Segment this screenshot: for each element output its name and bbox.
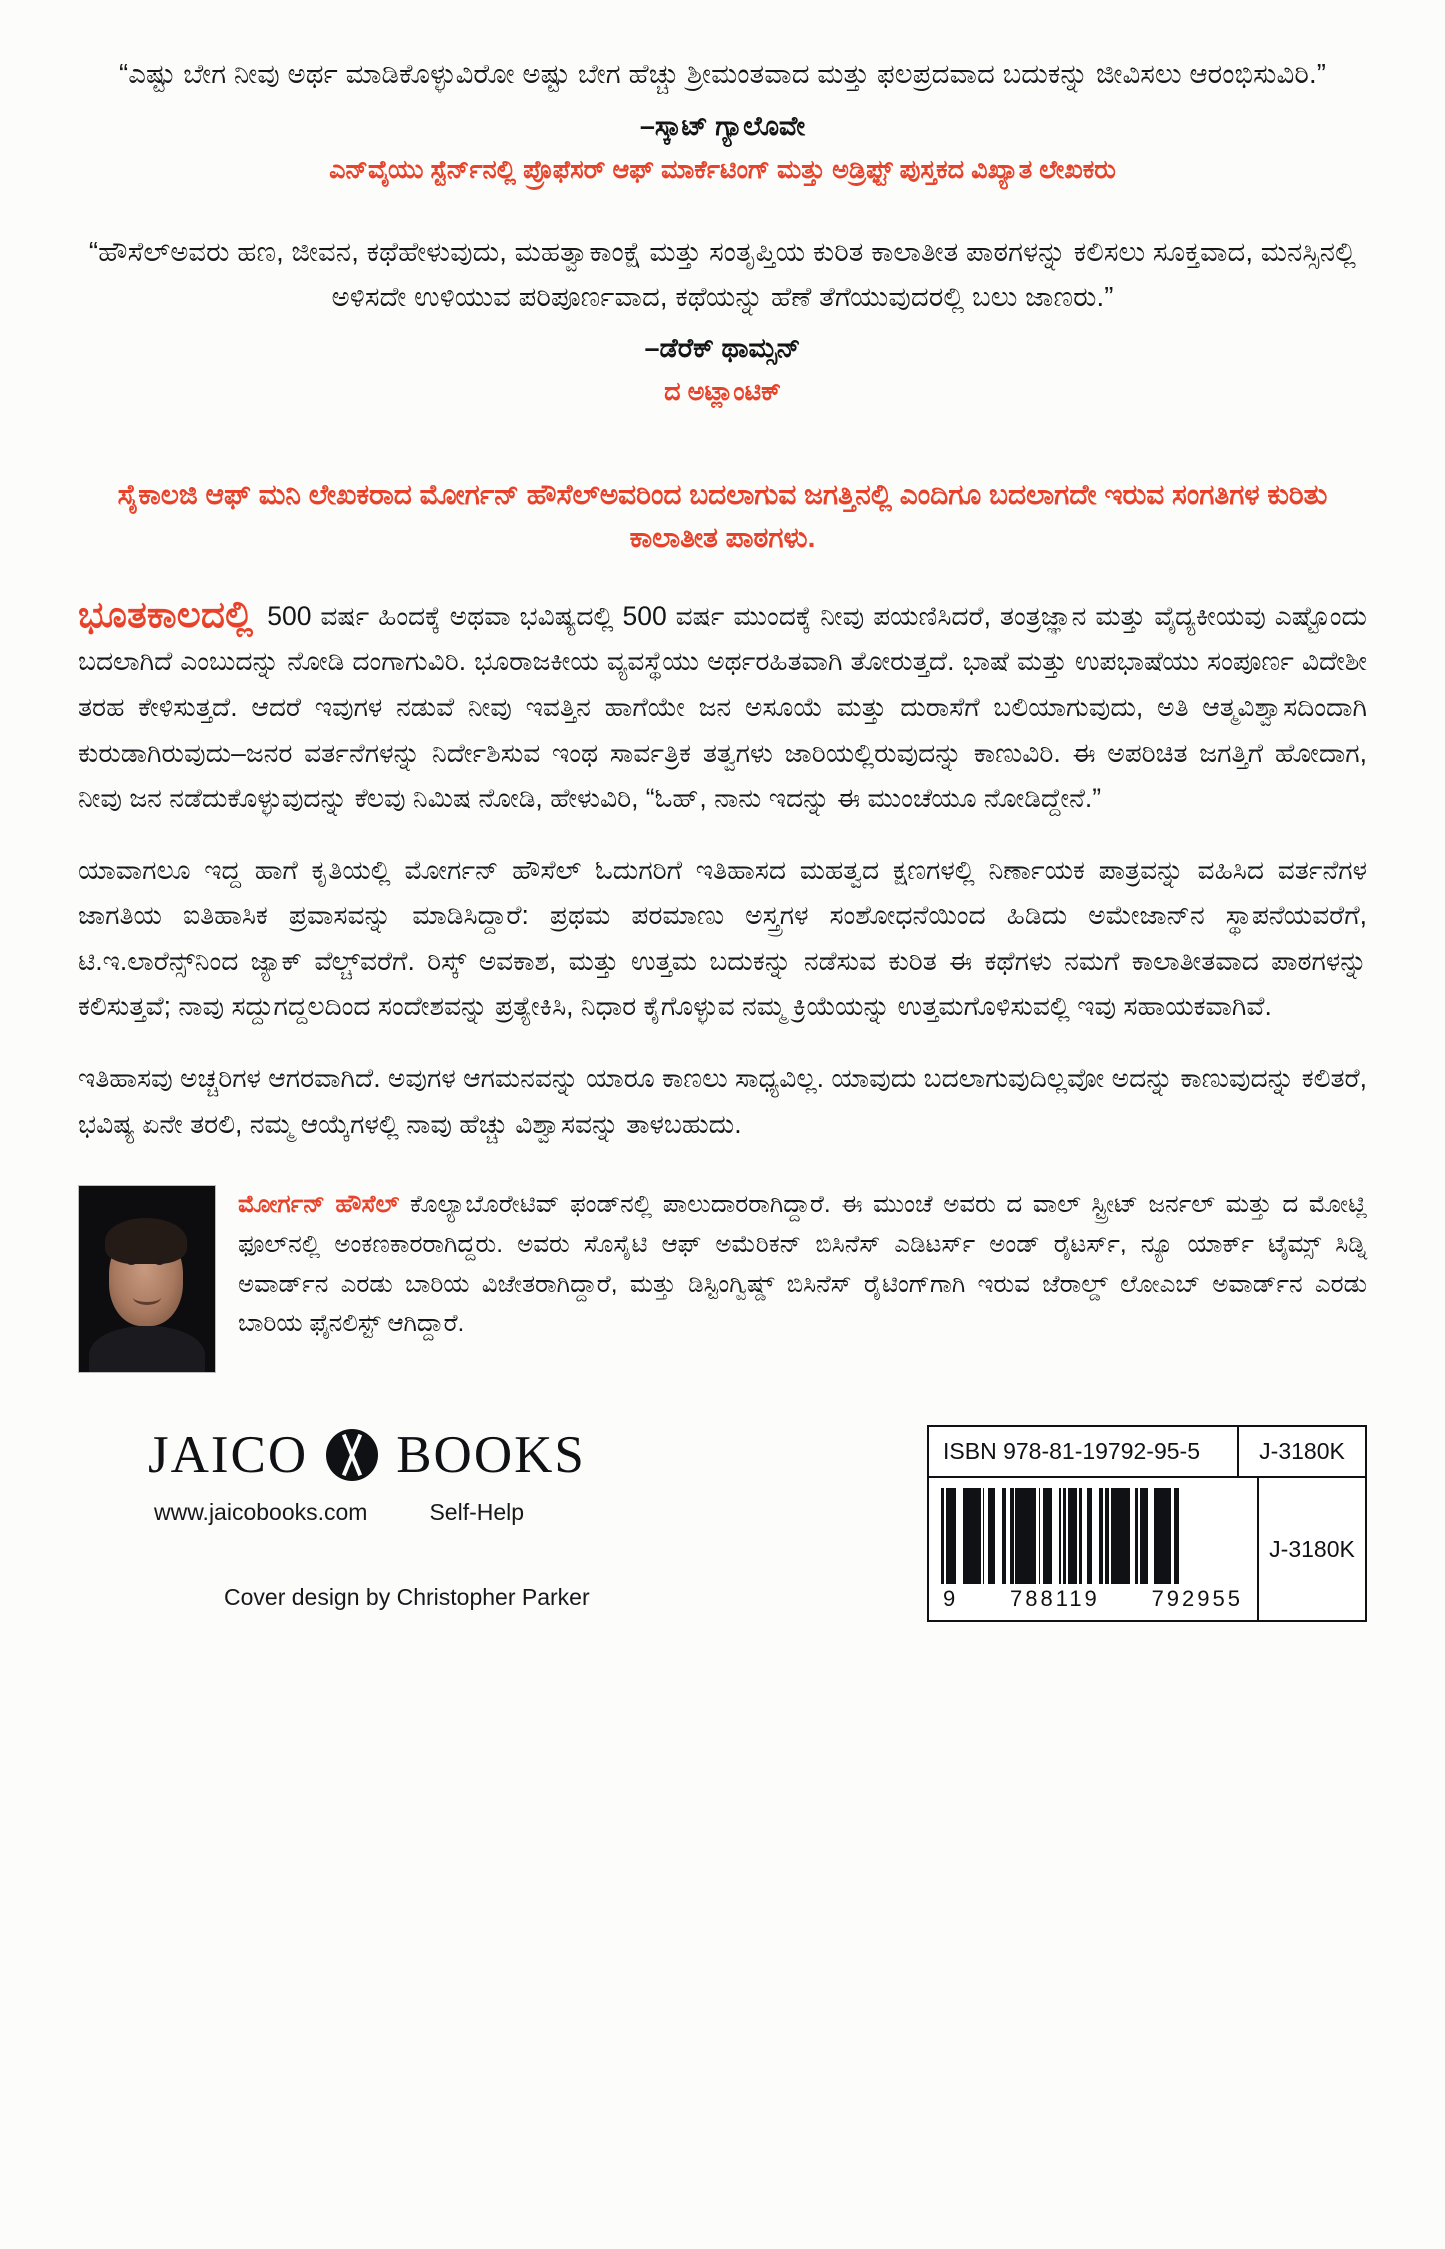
blurb-attribution-1: –ಸ್ಕಾಟ್ ಗ್ಯಾಲೊವೇ	[639, 110, 806, 141]
description-body	[78, 594, 1367, 1147]
publisher-logo-row	[148, 1425, 590, 1485]
isbn-top-row	[929, 1427, 1365, 1478]
cover-credit: Cover design by Christopher Parker	[224, 1584, 590, 1611]
footer	[78, 1425, 1367, 1622]
barcode-digits-1: 788119	[1010, 1586, 1100, 1612]
barcode-digits	[941, 1584, 1245, 1616]
author-photo	[78, 1185, 216, 1373]
author-name: ಮೋರ್ಗನ್ ಹೌಸೆಲ್	[238, 1191, 400, 1219]
barcode-bars	[941, 1488, 1245, 1584]
isbn-barcode-block	[927, 1425, 1367, 1622]
blurb-attribution-2: –ಡೆರೆಕ್ ಥಾಮ್ಸನ್	[644, 333, 801, 364]
barcode-digits-2: 792955	[1151, 1586, 1243, 1612]
author-bio-body: ಕೊಲ್ಯಾಬೊರೇಟಿವ್ ಫಂಡ್‌ನಲ್ಲಿ ಪಾಲುದಾರರಾಗಿದ್ದಾರೆ. ಈ ಮುಂಚೆ ಅವರು ದ ವಾಲ್ ಸ್ಟ್ರೀಟ್ ಜರ್ನಲ್ ಮತ್ತು ದ ಮೋಟ್ಲಿ ಫೂಲ್‌ನಲ್ಲಿ ಅಂಕಣಕಾರರಾಗಿದ್ದರು. ಅವರು ಸೊಸೈಟಿ ಆಫ್ ಅಮೆರಿಕನ್ ಬಿಸಿನೆಸ್ ಎಡಿಟರ್ಸ್ ಅಂಡ್ ರೈಟರ್ಸ್, ನ್ಯೂ ಯಾರ್ಕ್ ಟೈಮ್ಸ್ ಸಿಡ್ನಿ ಅವಾರ್ಡ್‌ನ ಎರಡು ಬಾರಿಯ ವಿಜೇತರಾಗಿದ್ದಾರೆ, ಮತ್ತು ಡಿಸ್ಟಿಂಗ್ವಿಷ್ಡ್ ಬಿಸಿನೆಸ್ ರೈಟಿಂಗ್‌ಗಾಗಿ ಇರುವ ಜೆರಾಲ್ಡ್ ಲೋಎಬ್ ಅವಾರ್ಡ್‌ನ ಎರಡು ಬಾರಿಯ ಫೈನಲಿಸ್ಟ್ ಆಗಿದ್ದಾರೆ.	[238, 1191, 1368, 1338]
blurb-source-2: ದ ಅಟ್ಲಾಂಟಿಕ್	[664, 378, 781, 407]
isbn-number: ISBN 978-81-19792-95-5	[929, 1427, 1239, 1476]
publisher-sub-row	[148, 1499, 590, 1526]
publisher-block	[78, 1425, 590, 1611]
blurb-quote-1: “ಎಷ್ಟು ಬೇಗ ನೀವು ಅರ್ಥ ಮಾಡಿಕೊಳ್ಳುವಿರೋ ಅಷ್ಟು ಬೇಗ ಹೆಚ್ಚು ಶ್ರೀಮಂತವಾದ ಮತ್ತು ಫಲಪ್ರದವಾದ ಬದುಕನ್ನು ಜೀವಿಸಲು ಆರಂಭಿಸುವಿರಿ.”	[119, 58, 1326, 89]
publisher-name: JAICO	[148, 1426, 309, 1485]
jaico-logo-icon	[326, 1429, 378, 1481]
isbn-code-top: J-3180K	[1259, 1438, 1345, 1465]
barcode-left-digit: 9	[943, 1586, 959, 1612]
publisher-name-suffix: BOOKS	[396, 1426, 586, 1485]
description-paragraph-2: ಯಾವಾಗಲೂ ಇದ್ದ ಹಾಗೆ ಕೃತಿಯಲ್ಲಿ ಮೋರ್ಗನ್ ಹೌಸೆಲ್ ಓದುಗರಿಗೆ ಇತಿಹಾಸದ ಮಹತ್ವದ ಕ್ಷಣಗಳಲ್ಲಿ ನಿರ್ಣಾಯಕ ಪಾತ್ರವನ್ನು ವಹಿಸಿದ ವರ್ತನೆಗಳ ಜಾಗತಿಯ ಐತಿಹಾಸಿಕ ಪ್ರವಾಸವನ್ನು ಮಾಡಿಸಿದ್ದಾರೆ: ಪ್ರಥಮ ಪರಮಾಣು ಅಸ್ತ್ರಗಳ ಸಂಶೋಧನೆಯಿಂದ ಹಿಡಿದು ಅಮೇಜಾನ್‌ನ ಸ್ಥಾಪನೆಯವರೆಗೆ, ಟಿ.ಇ.ಲಾರೆನ್ಸ್‌ನಿಂದ ಜ್ಯಾಕ್ ವೆಲ್ಚ್‌ವರೆಗೆ. ರಿಸ್ಕ್ ಅವಕಾಶ, ಮತ್ತು ಉತ್ತಮ ಬದುಕನ್ನು ನಡೆಸುವ ಕುರಿತ ಈ ಕಥೆಗಳು ನಮಗೆ ಕಾಲಾತೀತವಾದ ಪಾಠಗಳನ್ನು ಕಲಿಸುತ್ತವೆ; ನಾವು ಸದ್ದುಗದ್ದಲದಿಂದ ಸಂದೇಶವನ್ನು ಪ್ರತ್ಯೇಕಿಸಿ, ನಿಧಾರ ಕೈಗೊಳ್ಳುವ ನಮ್ಮ ಕ್ರಿಯೆಯನ್ನು ಉತ್ತಮಗೊಳಿಸುವಲ್ಲಿ ಇವು ಸಹಾಯಕವಾಗಿವೆ.	[78, 854, 1367, 1022]
description-paragraph-1-text: 500 ವರ್ಷ ಹಿಂದಕ್ಕೆ ಅಥವಾ ಭವಿಷ್ಯದಲ್ಲಿ 500 ವರ್ಷ ಮುಂದಕ್ಕೆ ನೀವು ಪಯಣಿಸಿದರೆ, ತಂತ್ರಜ್ಞಾನ ಮತ್ತು ವೈದ್ಯಕೀಯವು ಎಷ್ಟೊಂದು ಬದಲಾಗಿದೆ ಎಂಬುದನ್ನು ನೋಡಿ ದಂಗಾಗುವಿರಿ. ಭೂರಾಜಕೀಯ ವ್ಯವಸ್ಥೆಯು ಅರ್ಥರಹಿತವಾಗಿ ತೋರುತ್ತದೆ. ಭಾಷೆ ಮತ್ತು ಉಪಭಾಷೆಯು ಸಂಪೂರ್ಣ ವಿದೇಶೀ ತರಹ ಕೇಳಿಸುತ್ತದೆ. ಆದರೆ ಇವುಗಳ ನಡುವೆ ನೀವು ಇವತ್ತಿನ ಹಾಗೆಯೇ ಜನ ಅಸೂಯೆ ಮತ್ತು ದುರಾಸೆಗೆ ಬಲಿಯಾಗುವುದು, ಅತಿ ಆತ್ಮವಿಶ್ವಾಸದಿಂದಾಗಿ ಕುರುಡಾಗಿರುವುದು–ಜನರ ವರ್ತನೆಗಳನ್ನು ನಿರ್ದೇಶಿಸುವ ಇಂಥ ಸಾರ್ವತ್ರಿಕ ತತ್ವಗಳು ಜಾರಿಯಲ್ಲಿರುವುದನ್ನು ಕಾಣುವಿರಿ. ಈ ಅಪರಿಚಿತ ಜಗತ್ತಿಗೆ ಹೋದಾಗ, ನೀವು ಜನ ನಡೆದುಕೊಳ್ಳುವುದನ್ನು ಕೆಲವು ನಿಮಿಷ ನೋಡಿ, ಹೇಳುವಿರಿ, “ಓಹ್, ನಾನು ಇದನ್ನು ಈ ಮುಂಚೆಯೂ ನೋಡಿದ್ದೇನೆ.”	[78, 600, 1367, 814]
isbn-code-bottom: J-3180K	[1269, 1535, 1355, 1562]
description-paragraph-3: ಇತಿಹಾಸವು ಅಚ್ಚರಿಗಳ ಆಗರವಾಗಿದೆ. ಅವುಗಳ ಆಗಮನವನ್ನು ಯಾರೂ ಕಾಣಲು ಸಾಧ್ಯವಿಲ್ಲ. ಯಾವುದು ಬದಲಾಗುವುದಿಲ್ಲವೋ ಅದನ್ನು ಕಾಣುವುದನ್ನು ಕಲಿತರೆ, ಭವಿಷ್ಯ ಏನೇ ತರಲಿ, ನಮ್ಮ ಆಯ್ಕೆಗಳಲ್ಲಿ ನಾವು ಹೆಚ್ಚು ವಿಶ್ವಾಸವನ್ನು ತಾಳಬಹುದು.	[78, 1063, 1367, 1139]
description-paragraph-1	[78, 594, 1367, 822]
author-bio-text	[238, 1185, 1367, 1344]
isbn-bottom-row	[929, 1478, 1365, 1620]
book-category: Self-Help	[429, 1499, 525, 1526]
publisher-website[interactable]: www.jaicobooks.com	[154, 1499, 368, 1526]
drop-word: ಭೂತಕಾಲದಲ್ಲಿ	[78, 593, 254, 635]
author-bio	[78, 1185, 1367, 1373]
blurb-source-1: ಎನ್‌ವೈಯು ಸ್ಟೆರ್ನ್‌ನಲ್ಲಿ ಪ್ರೊಫೆಸರ್ ಆಫ್ ಮಾರ್ಕೆಟಿಂಗ್ ಮತ್ತು ಅಡ್ರಿಫ್ಟ್ ಪುಸ್ತಕದ ವಿಖ್ಯಾತ ಲೇಖಕರು	[329, 155, 1116, 184]
promo-headline: ಸೈಕಾಲಜಿ ಆಫ್ ಮನಿ ಲೇಖಕರಾದ ಮೋರ್ಗನ್ ಹೌಸೆಲ್‌ಅವರಿಂದ ಬದಲಾಗುವ ಜಗತ್ತಿನಲ್ಲಿ ಎಂದಿಗೂ ಬದಲಾಗದೇ ಇರುವ ಸಂಗತಿಗಳ ಕುರಿತು ಕಾಲಾತೀತ ಪಾಠಗಳು.	[117, 479, 1328, 554]
blurb-quote-2: “ಹೌಸೆಲ್‌ಅವರು ಹಣ, ಜೀವನ, ಕಥೆಹೇಳುವುದು, ಮಹತ್ವಾಕಾಂಕ್ಷೆ ಮತ್ತು ಸಂತೃಪ್ತಿಯ ಕುರಿತ ಕಾಲಾತೀತ ಪಾಠಗಳನ್ನು ಕಲಿಸಲು ಸೂಕ್ತವಾದ, ಮನಸ್ಸಿನಲ್ಲಿ ಅಳಿಸದೇ ಉಳಿಯುವ ಪರಿಪೂರ್ಣವಾದ, ಕಥೆಯನ್ನು ಹೆಣೆ ತೆಗೆಯುವುದರಲ್ಲಿ ಬಲು ಜಾಣರು.”	[88, 236, 1357, 312]
barcode	[929, 1478, 1259, 1620]
